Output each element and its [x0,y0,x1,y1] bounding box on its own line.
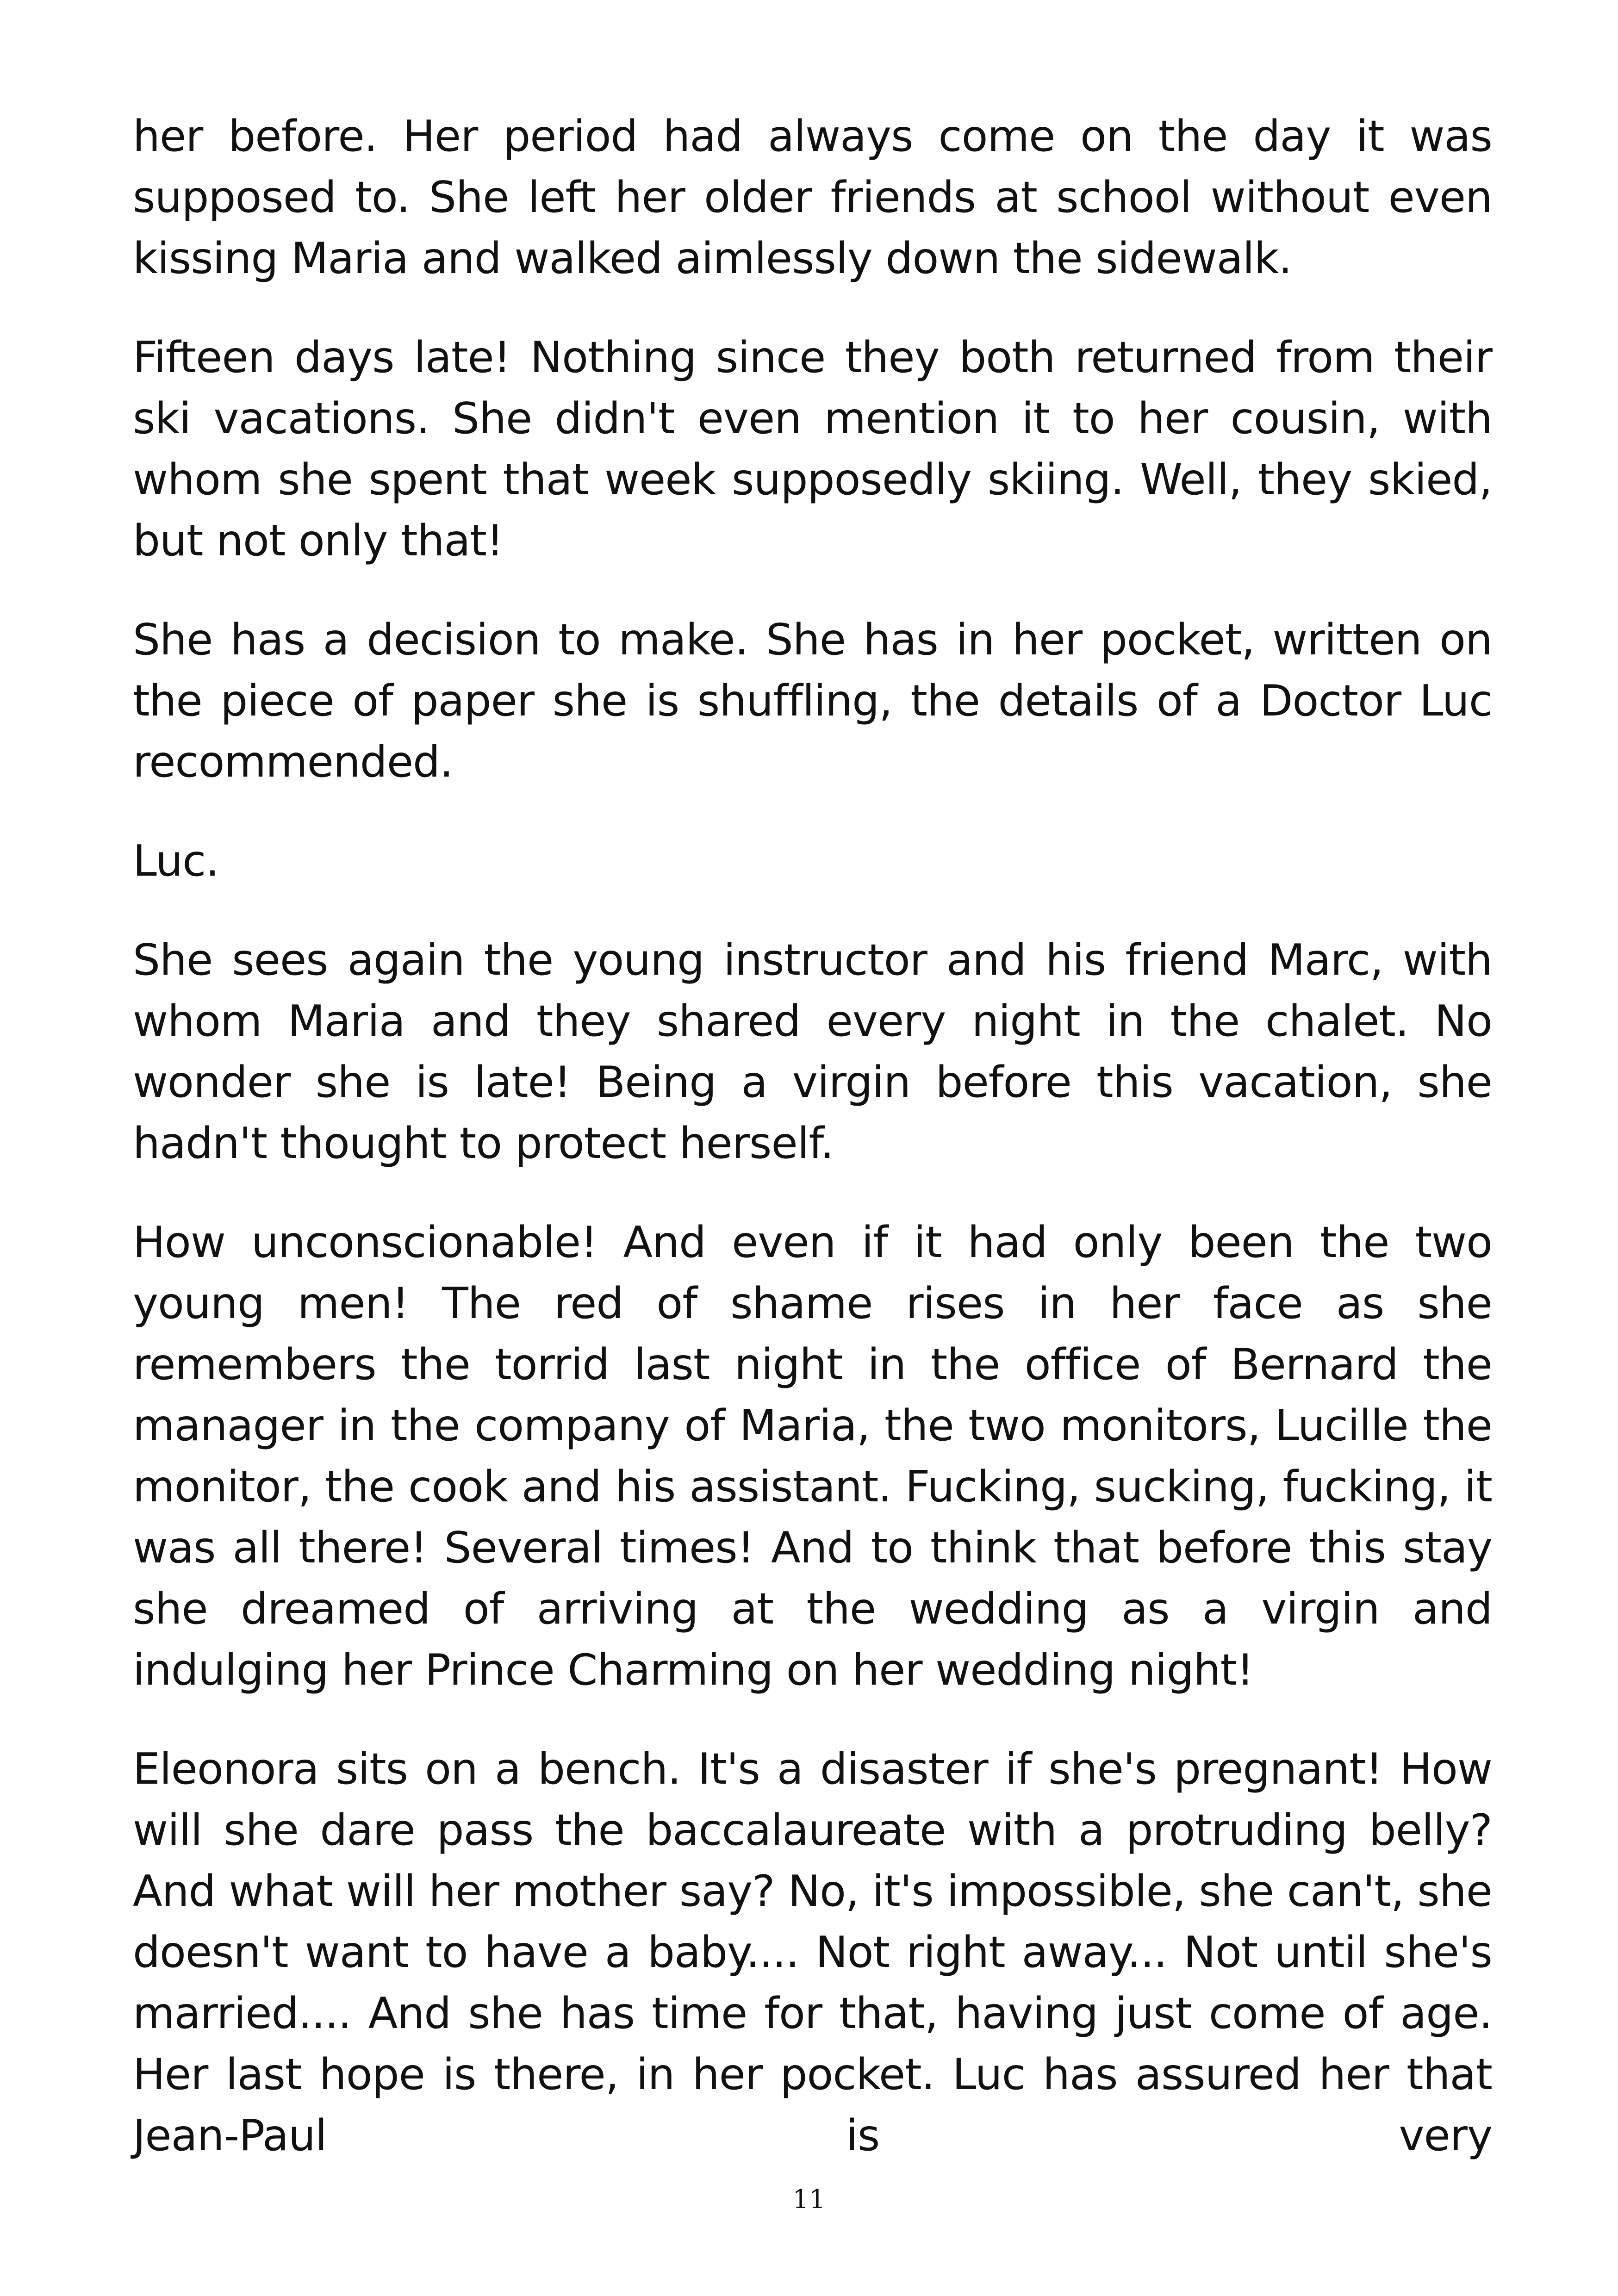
paragraph: Luc. [133,836,219,886]
paragraph: Fifteen days late! Nothing since they both returned from their ski vacations. She didn't even mention it to her cousin, with whom she spent that week supposedly skiing. Well, they skied, but not only that! [133,332,1492,566]
body-text [133,106,1492,2204]
paragraph: She has a decision to make. She has in her pocket, written on the piece of paper she is shuffling, the details of a Doctor Luc recommended. [133,615,1492,787]
paragraph: How unconscionable! And even if it had only been the two young men! The red of shame rises in her face as she remembers the torrid last night in the office of Bernard the manager in the company of Maria, the two monitors, Lucille the monitor, the cook and his assistant. Fucking, sucking, fucking, it was all there! Several times! And to think that before this stay she dreamed of arriving at the wedding as a virgin and indulging her Prince Charming on her wedding night! [133,1217,1492,1695]
paragraph: She sees again the young instructor and his friend Marc, with whom Maria and they shared every night in the chalet. No wonder she is late! Being a virgin before this vacation, she hadn't thought to protect herself. [133,935,1492,1168]
paragraph: Eleonora sits on a bench. It's a disaster if she's pregnant! How will she dare pass the baccalaureate with a protruding belly? And what will her mother say? No, it's impossible, she can't, she doesn't want to have a baby.... Not right away... Not until she's married.... And she has time for that, having just come of age. Her last hope is there, in her pocket. Luc has assured her that Jean-Paul is very [133,1744,1492,2160]
page-number: 11 [792,2184,826,2215]
paragraph: her before. Her period had always come on the day it was supposed to. She left her older friends at school without even kissing Maria and walked aimlessly down the sidewalk. [133,111,1492,283]
